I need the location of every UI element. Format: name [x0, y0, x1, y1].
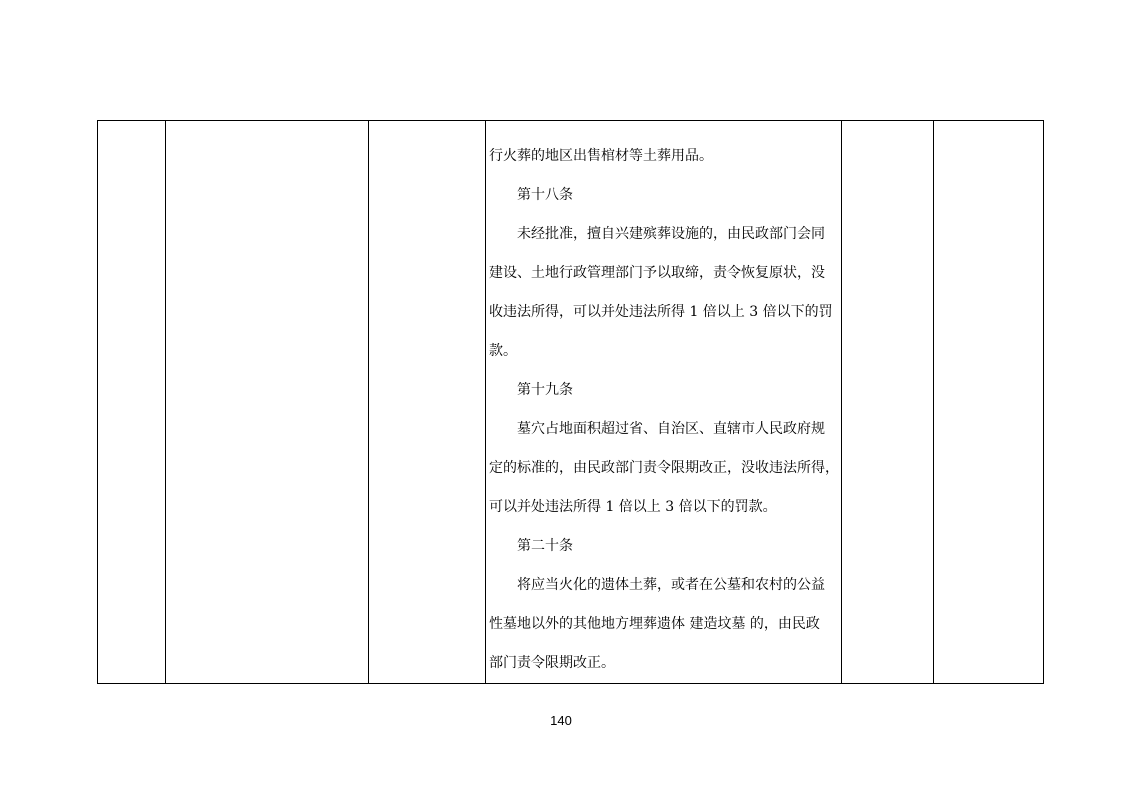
text-line: 行火葬的地区出售棺材等土葬用品。 — [489, 148, 713, 164]
text-line: 款。 — [489, 343, 517, 359]
text-line: 收违法所得，可以并处违法所得 1 倍以上 3 倍以下的罚 — [489, 304, 833, 320]
text-line: 部门责令限期改正。 — [489, 655, 615, 671]
text-line: 可以并处违法所得 1 倍以上 3 倍以下的罚款。 — [489, 499, 777, 515]
text-line: 未经批准，擅自兴建殡葬设施的，由民政部门会同 — [517, 226, 825, 242]
table-cell-empty-5 — [842, 121, 934, 684]
text-line: 性墓地以外的其他地方埋葬遗体 建造坟墓 的，由民政 — [489, 616, 820, 632]
regulation-text — [486, 121, 841, 683]
text-line: 将应当火化的遗体土葬，或者在公墓和农村的公益 — [517, 577, 825, 593]
regulation-table — [97, 120, 1044, 684]
text-line: 定的标准的，由民政部门责令限期改正，没收违法所得， — [489, 460, 839, 476]
table-cell-empty-1 — [98, 121, 166, 684]
article-heading: 第十八条 — [517, 187, 573, 203]
text-line: 建设、土地行政管理部门予以取缔，责令恢复原状，没 — [489, 265, 825, 281]
table-cell-content — [486, 121, 842, 684]
article-heading: 第二十条 — [517, 538, 573, 554]
text-line: 墓穴占地面积超过省、自治区、直辖市人民政府规 — [517, 421, 825, 437]
page-number: 140 — [550, 713, 572, 728]
table-cell-empty-3 — [369, 121, 486, 684]
table-row — [98, 121, 1044, 684]
table-cell-empty-6 — [934, 121, 1044, 684]
article-heading: 第十九条 — [517, 382, 573, 398]
table-cell-empty-2 — [166, 121, 369, 684]
